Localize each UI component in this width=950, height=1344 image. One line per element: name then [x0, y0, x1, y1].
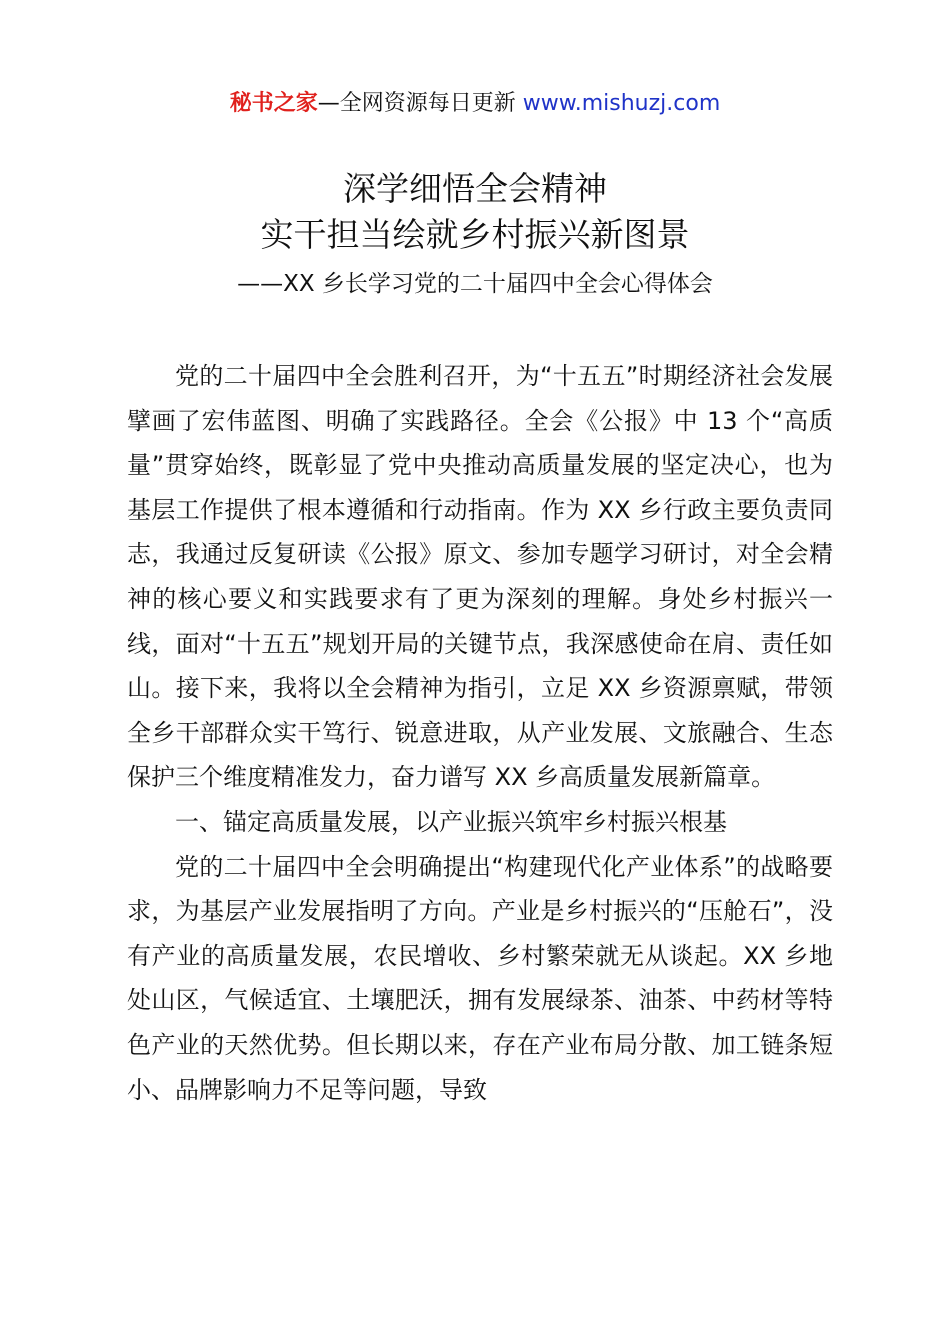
document-body — [127, 354, 833, 1112]
site-url-link[interactable]: www.mishuzj.com — [522, 91, 721, 116]
site-header — [0, 88, 950, 120]
section-1-paragraph: 党的二十届四中全会明确提出“构建现代化产业体系”的战略要求，为基层产业发展指明了方向。产业是乡村振兴的“压舱石”，没有产业的高质量发展，农民增收、乡村繁荣就无从谈起。XX 乡地处山区，气候适宜、土壤肥沃，拥有发展绿茶、油茶、中药材等特色产业的天然优势。但长期以来，存在产业布局分散、加工链条短小、品牌影响力不足等问题，导致 — [127, 852, 833, 1104]
title-block — [0, 166, 950, 302]
document-title-line-2: 实干担当绘就乡村振兴新图景 — [260, 215, 690, 254]
intro-paragraph: 党的二十届四中全会胜利召开，为“十五五”时期经济社会发展擘画了宏伟蓝图、明确了实践路径。全会《公报》中 13 个“高质量”贯穿始终，既彰显了党中央推动高质量发展的坚定决心，也为基层工作提供了根本遵循和行动指南。作为 XX 乡行政主要负责同志，我通过反复研读《公报》原文、参加专题学习研讨，对全会精神的核心要义和实践要求有了更为深刻的理解。身处乡村振兴一线，面对“十五五”规划开局的关键节点，我深感使命在肩、责任如山。接下来，我将以全会精神为指引，立足 XX 乡资源禀赋，带领全乡干部群众实干笃行、锐意进取，从产业发展、文旅融合、生态保护三个维度精准发力，奋力谱写 XX 乡高质量发展新篇章。 — [127, 362, 833, 792]
document-subtitle: ——XX 乡长学习党的二十届四中全会心得体会 — [237, 271, 713, 297]
section-heading-1: 一、锚定高质量发展，以产业振兴筑牢乡村振兴根基 — [175, 807, 727, 836]
document-title-line-1: 深学细悟全会精神 — [343, 169, 607, 208]
brand-name: 秘书之家 — [229, 91, 318, 116]
header-tagline: —全网资源每日更新 — [317, 91, 523, 116]
